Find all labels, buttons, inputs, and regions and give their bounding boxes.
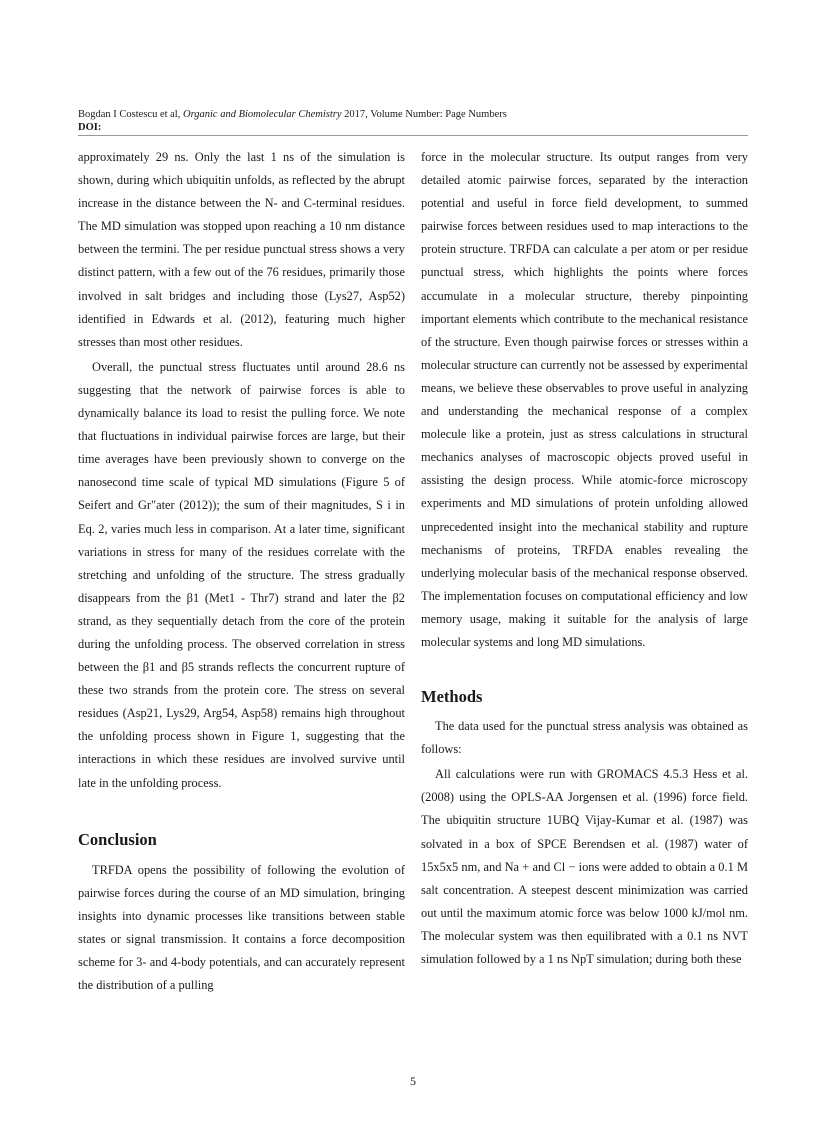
paragraph: The data used for the punctual stress analysis was obtained as follows: <box>421 719 748 757</box>
paragraph: Overall, the punctual stress fluctuates until around 28.6 ns suggesting that the network of pairwise forces is able to dynamically balance its load to resist the pulling force. We note that fluctuations in individual pairwise forces are large, but their time averages have been previously shown to converge on the nanosecond time scale of typical MD simulations (Figure 5 of Seifert and Gr"ater (2012)); the sum of their magnitudes, S i in Eq. 2, varies much less in comparison. At a later time, significant variations in stress for many of the residues correlate with the stretching and unfolding of the structure. The stress gradually disappears from the β1 (Met1 - Thr7) strand and later the β2 strand, as they sequentially detach from the core of the protein during the unfolding process. The observed correlation in stress between the β1 and β5 strands reflects the concurrent rupture of these two strands from the protein core. The stress on several residues (Asp21, Lys29, Arg54, Asp58) remains high throughout the unfolding process shown in Figure 1, suggesting that the interactions in which these residues are involved survive until late in the unfolding process. <box>78 359 405 790</box>
citation-line <box>78 108 748 121</box>
paragraph: force in the molecular structure. Its output ranges from very detailed atomic pairwise forces, separated by the interaction potential and useful in force field development, to summed pairwise forces between residues used to map interactions to the protein structure. TRFDA can calculate a per atom or per residue punctual stress, which highlights the points where forces accumulate in a molecular structure, thereby pinpointing important elements which contribute to the mechanical resistance of the structure. Even though pairwise forces or stresses within a molecular structure can currently not be assessed by experimental means, we believe these observables to prove useful in analyzing and understanding the mechanical response of a complex molecule like a protein, just as stress calculations in structural mechanics analyses of macroscopic objects proved useful in assisting the design process. While atomic-force microscopy experiments and MD simulations of protein unfolding allowed unprecedented insight into the mechanical stability and rupture mechanisms of proteins, TRFDA enables revealing the underlying molecular basis of the mechanical response observed. The implementation focuses on computational efficiency and low memory usage, making it suitable for the analysis of large molecular systems and long MD simulations. <box>421 150 748 649</box>
paragraph: All calculations were run with GROMACS 4.5.3 Hess et al. (2008) using the OPLS-AA Jorgensen et al. (1996) force field. The ubiquitin structure 1UBQ Vijay-Kumar et al. (1987) was solvated in a box of SPCE Berendsen et al. (1987) water of 15x5x5 nm, and Na + and Cl − ions were added to obtain a 0.1 M salt concentration. A steepest descent minimization was carried out until the maximum atomic force was below 1000 kJ/mol nm. The molecular system was then equilibrated with a 0.1 ns NVT simulation followed by a 1 ns NpT simulation; during both these <box>421 767 748 966</box>
header-volume: 2017, Volume Number: Page Numbers <box>341 109 507 120</box>
running-header <box>78 108 748 134</box>
header-rule <box>78 135 748 136</box>
header-journal: Organic and Biomolecular Chemistry <box>182 109 342 120</box>
right-column <box>421 146 748 971</box>
paragraph: TRFDA opens the possibility of following the evolution of pairwise forces during the course of an MD simulation, bringing insights into dynamic processes like transitions between stable states or signal transmission. It contains a force decomposition scheme for 3- and 4-body potentials, and can accurately represent the distribution of a pulling <box>78 862 405 993</box>
doi-label: DOI: <box>78 122 102 133</box>
paragraph: approximately 29 ns. Only the last 1 ns of the simulation is shown, during which ubiquitin unfolds, as reflected by the abrupt increase in the distance between the N- and C-terminal residues. The MD simulation was stopped upon reaching a 10 nm distance between the termini. The per residue punctual stress shows a very distinct pattern, with a few out of the 76 residues, primarily those involved in salt bridges and including those (Lys27, Asp52) identified in Edwards et al. (2012), featuring much higher stresses than most other residues. <box>78 150 405 349</box>
section-heading-conclusion: Conclusion <box>78 829 157 849</box>
page-number: 5 <box>410 1074 416 1088</box>
section-heading-methods: Methods <box>421 687 483 707</box>
header-authors: Bogdan I Costescu et al, <box>78 109 183 120</box>
left-column <box>78 146 405 997</box>
